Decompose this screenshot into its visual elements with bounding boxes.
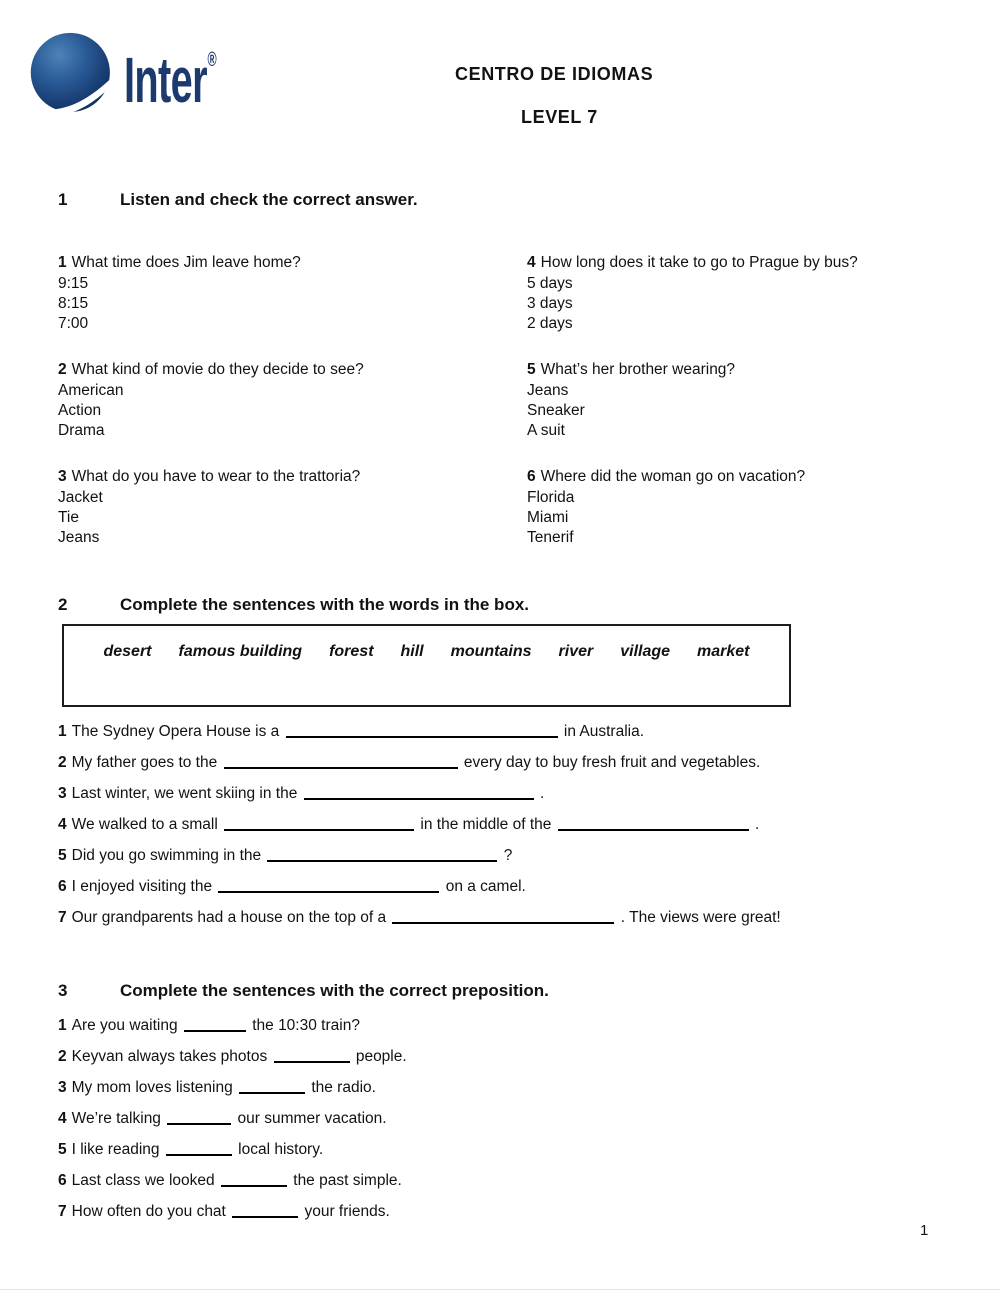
questions-right-column <box>527 253 970 574</box>
sentence-line <box>58 1041 978 1072</box>
answer-blank[interactable] <box>558 816 749 831</box>
sentence-number: 7 <box>58 1203 67 1220</box>
sentence-number: 2 <box>58 1048 67 1065</box>
question-line <box>527 253 970 273</box>
answer-blank[interactable] <box>224 754 458 769</box>
sentence-number: 5 <box>58 1141 67 1158</box>
answer-option[interactable]: 7:00 <box>58 315 89 332</box>
sentence-line <box>58 1010 978 1041</box>
answer-blank[interactable] <box>184 1017 246 1032</box>
sentence-line <box>58 1134 978 1165</box>
question-block <box>58 360 527 441</box>
sentence-text: My mom loves listening <box>71 1079 238 1096</box>
sentence-line <box>58 716 978 747</box>
sentence-text: on a camel. <box>441 878 526 895</box>
answer-option[interactable]: Miami <box>527 509 569 526</box>
sentence-text: . The views were great! <box>616 909 781 926</box>
sentence-text: We walked to a small <box>71 816 223 833</box>
sentence-line <box>58 778 978 809</box>
question-number: 3 <box>58 468 67 485</box>
box-word: mountains <box>450 643 532 660</box>
section2-heading <box>58 595 529 615</box>
globe-swoosh-icon <box>28 30 120 126</box>
logo-text <box>124 44 217 116</box>
section2-number: 2 <box>58 595 68 614</box>
answer-blank[interactable] <box>232 1203 298 1218</box>
questions-left-column <box>58 253 527 574</box>
answer-option[interactable]: 3 days <box>527 295 573 312</box>
question-block <box>527 360 970 441</box>
sentence-text: local history. <box>233 1141 324 1158</box>
question-text: What kind of movie do they decide to see? <box>71 361 364 378</box>
answer-blank[interactable] <box>221 1172 287 1187</box>
sentence-line <box>58 747 978 778</box>
sentence-text: I enjoyed visiting the <box>71 878 217 895</box>
box-word: river <box>558 643 594 660</box>
box-word: hill <box>400 643 424 660</box>
sentence-number: 2 <box>58 754 67 771</box>
sentence-text: The Sydney Opera House is a <box>71 723 284 740</box>
section2-sentences <box>58 716 978 933</box>
answer-blank[interactable] <box>224 816 414 831</box>
question-number: 4 <box>527 254 536 271</box>
sentence-number: 1 <box>58 723 67 740</box>
answer-option[interactable]: Tenerif <box>527 529 574 546</box>
sentence-text: I like reading <box>71 1141 164 1158</box>
sentence-text: ? <box>499 847 513 864</box>
question-text: What do you have to wear to the trattoria? <box>71 468 361 485</box>
sentence-text: Our grandparents had a house on the top of a <box>71 909 391 926</box>
document-subtitle: LEVEL 7 <box>521 107 598 127</box>
question-block <box>58 467 527 548</box>
sentence-text: every day to buy fresh fruit and vegetables. <box>459 754 761 771</box>
sentence-text: in Australia. <box>559 723 645 740</box>
sentence-line <box>58 1165 978 1196</box>
sentence-number: 4 <box>58 1110 67 1127</box>
section1-heading <box>58 190 418 210</box>
question-block <box>58 253 527 334</box>
answer-blank[interactable] <box>267 847 497 862</box>
sentence-number: 6 <box>58 1172 67 1189</box>
answer-option[interactable]: Sneaker <box>527 402 585 419</box>
scan-edge-line <box>0 1289 1000 1290</box>
answer-blank[interactable] <box>167 1110 231 1125</box>
sentence-number: 3 <box>58 1079 67 1096</box>
sentence-line <box>58 840 978 871</box>
question-text: Where did the woman go on vacation? <box>540 468 806 485</box>
question-line <box>527 360 970 380</box>
sentence-number: 1 <box>58 1017 67 1034</box>
listening-questions <box>58 253 970 574</box>
box-word: market <box>697 643 750 660</box>
sentence-text: . <box>535 785 545 802</box>
sentence-line <box>58 902 978 933</box>
sentence-line <box>58 1072 978 1103</box>
answer-option[interactable]: 5 days <box>527 275 573 292</box>
sentence-line <box>58 1196 978 1227</box>
section1-number: 1 <box>58 190 68 209</box>
sentence-number: 5 <box>58 847 67 864</box>
answer-option[interactable]: Jeans <box>527 382 569 399</box>
sentence-text: We’re talking <box>71 1110 166 1127</box>
question-number: 6 <box>527 468 536 485</box>
sentence-line <box>58 809 978 840</box>
question-block <box>527 467 970 548</box>
question-line <box>58 360 527 380</box>
answer-blank[interactable] <box>218 878 439 893</box>
question-text: How long does it take to go to Prague by bus? <box>540 254 858 271</box>
section3-number: 3 <box>58 981 68 1000</box>
sentence-text: . <box>750 816 760 833</box>
answer-option[interactable]: Jeans <box>58 529 100 546</box>
answer-option[interactable]: 8:15 <box>58 295 89 312</box>
section3-title: Complete the sentences with the correct preposition. <box>120 981 549 1000</box>
word-box <box>62 624 791 707</box>
box-word: forest <box>329 643 374 660</box>
sentence-text: the past simple. <box>288 1172 402 1189</box>
sentence-number: 3 <box>58 785 67 802</box>
document-title: CENTRO DE IDIOMAS <box>455 64 654 84</box>
box-word: famous building <box>178 643 303 660</box>
sentence-line <box>58 871 978 902</box>
section1-title: Listen and check the correct answer. <box>120 190 418 209</box>
sentence-text: your friends. <box>300 1203 390 1220</box>
sentence-number: 4 <box>58 816 67 833</box>
sentence-line <box>58 1103 978 1134</box>
question-line <box>527 467 970 487</box>
section2-title: Complete the sentences with the words in the box. <box>120 595 530 614</box>
answer-blank[interactable] <box>274 1048 350 1063</box>
question-text: What’s her brother wearing? <box>540 361 736 378</box>
answer-option[interactable]: Action <box>58 402 102 419</box>
answer-option[interactable]: Florida <box>527 489 575 506</box>
section3-sentences <box>58 1010 978 1227</box>
sentence-number: 6 <box>58 878 67 895</box>
question-line <box>58 467 527 487</box>
sentence-text: Keyvan always takes photos <box>71 1048 272 1065</box>
sentence-text: My father goes to the <box>71 754 222 771</box>
page-number: 1 <box>920 1222 929 1239</box>
question-block <box>527 253 970 334</box>
answer-option[interactable]: American <box>58 382 124 399</box>
answer-blank[interactable] <box>304 785 534 800</box>
question-number: 2 <box>58 361 67 378</box>
answer-option[interactable]: 2 days <box>527 315 573 332</box>
question-line <box>58 253 527 273</box>
section3-heading <box>58 981 549 1001</box>
registered-mark-icon: ® <box>207 49 217 71</box>
answer-option[interactable]: Drama <box>58 422 105 439</box>
answer-option[interactable]: 9:15 <box>58 275 89 292</box>
answer-blank[interactable] <box>392 909 614 924</box>
sentence-number: 7 <box>58 909 67 926</box>
question-number: 1 <box>58 254 67 271</box>
sentence-text: our summer vacation. <box>233 1110 387 1127</box>
sentence-text: How often do you chat <box>71 1203 231 1220</box>
sentence-text: Last class we looked <box>71 1172 219 1189</box>
answer-option[interactable]: Tie <box>58 509 79 526</box>
sentence-text: Are you waiting <box>71 1017 182 1034</box>
sentence-text: in the middle of the <box>416 816 556 833</box>
box-word: village <box>620 643 671 660</box>
answer-blank[interactable] <box>239 1079 305 1094</box>
inter-logo <box>28 30 273 126</box>
logo-word: Inter <box>124 44 207 116</box>
answer-blank[interactable] <box>286 723 558 738</box>
answer-blank[interactable] <box>166 1141 232 1156</box>
answer-option[interactable]: A suit <box>527 422 565 439</box>
answer-option[interactable]: Jacket <box>58 489 103 506</box>
sentence-text: the 10:30 train? <box>247 1017 360 1034</box>
sentence-text: Did you go swimming in the <box>71 847 266 864</box>
sentence-text: Last winter, we went skiing in the <box>71 785 302 802</box>
question-number: 5 <box>527 361 536 378</box>
box-word: desert <box>103 643 152 660</box>
question-text: What time does Jim leave home? <box>71 254 301 271</box>
sentence-text: the radio. <box>307 1079 376 1096</box>
sentence-text: people. <box>351 1048 407 1065</box>
